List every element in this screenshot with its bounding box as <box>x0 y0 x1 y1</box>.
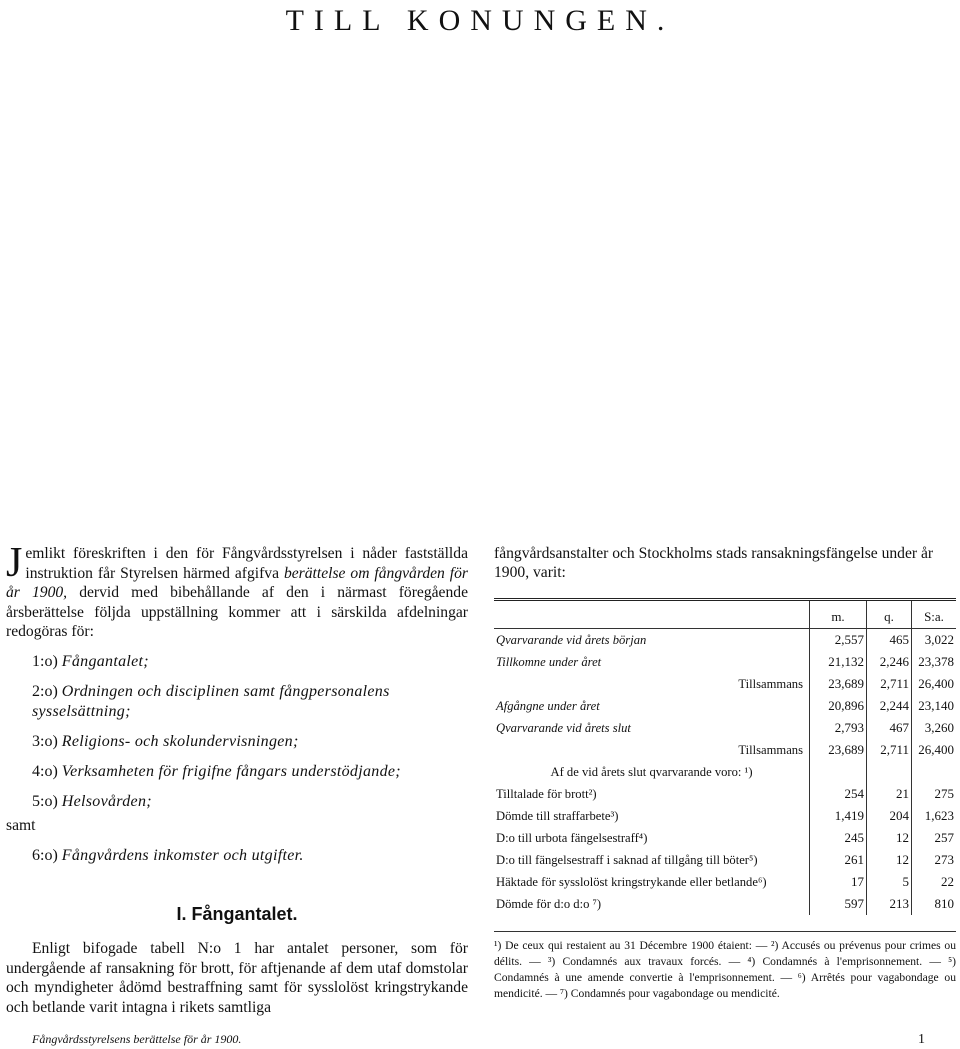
row-label: Häktade för sysslolöst kringstrykande eller betlande⁶) <box>496 875 767 889</box>
cell-m: 21,132 <box>810 651 867 673</box>
contents-list <box>6 652 468 866</box>
cell-q: 2,711 <box>867 673 912 695</box>
row-label: Af de vid årets slut qvarvarande voro: ¹) <box>550 765 753 779</box>
cell-m: 254 <box>810 783 867 805</box>
cell-q: 12 <box>867 827 912 849</box>
cell-q: 2,244 <box>867 695 912 717</box>
row-label: Dömde till straffarbete³) <box>496 809 619 823</box>
table-row <box>494 739 956 761</box>
table-row <box>494 761 956 783</box>
row-label: Tilltalade för brott²) <box>496 787 597 801</box>
cell-m: 23,689 <box>810 673 867 695</box>
header-blank <box>494 601 810 629</box>
row-label: Afgångne under året <box>496 699 600 713</box>
list-item <box>6 652 468 672</box>
cell-sa: 23,378 <box>912 651 957 673</box>
table-row <box>494 871 956 893</box>
cell-m: 597 <box>810 893 867 915</box>
cell-m: 20,896 <box>810 695 867 717</box>
row-label: Qvarvarande vid årets slut <box>496 721 631 735</box>
cell-sa: 26,400 <box>912 673 957 695</box>
cell-m: 245 <box>810 827 867 849</box>
cell-q: 2,246 <box>867 651 912 673</box>
right-column <box>494 544 956 1002</box>
table-row <box>494 673 956 695</box>
list-item <box>6 792 468 812</box>
list-item <box>6 732 468 752</box>
cell-m: 261 <box>810 849 867 871</box>
list-item-number: 3:o) <box>32 732 58 750</box>
header-q: q. <box>867 601 912 629</box>
intro-end: dervid med bibehållande af den i närmast föregående årsberättelse följda uppställning kommer att i särskilda afdelningar redogöras för: <box>6 584 468 641</box>
intro-text: emlikt föreskriften i den för Fångvårdsstyrelsen i nåder fastställda instruktion får Styrelsen härmed afgifva <box>25 545 468 582</box>
cell-q: 204 <box>867 805 912 827</box>
cell-q: 213 <box>867 893 912 915</box>
cell-sa: 275 <box>912 783 957 805</box>
cell-q: 465 <box>867 629 912 652</box>
intro-italic: berättelse om fångvården för år 1900, <box>6 564 469 602</box>
cell-sa: 273 <box>912 849 957 871</box>
list-item-number: 5:o) <box>32 792 58 810</box>
table-row <box>494 651 956 673</box>
cell-sa: 3,022 <box>912 629 957 652</box>
intro-paragraph <box>6 540 469 642</box>
body-paragraph: Enligt bifogade tabell N:o 1 har antalet personer, som för undergående af ransakning för brott, för aftjenande af dem utaf domstolar och myndigheter ådömd bestraffning samt för sysslolöst kringstrykande och betlande varit intagna i rikets samtliga <box>6 939 468 1016</box>
table-body <box>494 629 956 916</box>
row-label: Tillkomne under året <box>496 655 602 669</box>
cell-sa: 26,400 <box>912 739 957 761</box>
row-label: Qvarvarande vid årets början <box>496 633 647 647</box>
cell-sa: 3,260 <box>912 717 957 739</box>
cell-m: 17 <box>810 871 867 893</box>
list-item-text: Helsovården; <box>61 792 152 810</box>
row-label: D:o till urbota fängelsestraff⁴) <box>496 831 648 845</box>
table-row <box>494 629 956 652</box>
list-item <box>6 762 468 782</box>
list-item <box>6 846 468 866</box>
table-row <box>494 893 956 915</box>
cell-m: 2,793 <box>810 717 867 739</box>
cell-q: 5 <box>867 871 912 893</box>
list-item-text: Religions- och skolundervisningen; <box>61 732 299 750</box>
row-label: Tillsammans <box>738 677 803 691</box>
table-intro: fångvårdsanstalter och Stockholms stads ransakningsfängelse under år 1900, varit: <box>494 545 934 581</box>
header-m: m. <box>810 601 867 629</box>
cell-q: 12 <box>867 849 912 871</box>
cell-q: 467 <box>867 717 912 739</box>
footnote-text: ¹) De ceux qui restaient au 31 Décembre 1900 étaient: — ²) Accusés ou prévenus pour crimes ou délits. — ³) Condamnés aux travaux forcés. — ⁴) Condamnés à l'emprisonnement. — ⁵) Condamnés à une amende convertie à l'emprisonnement. — ⁶) Arrêtés pour vagabondage ou mendicité. — ⁷) Condamnés pour vagabondage ou mendicité. <box>494 939 956 1000</box>
cell-sa: 1,623 <box>912 805 957 827</box>
cell-q <box>867 761 912 783</box>
cell-q: 21 <box>867 783 912 805</box>
table-row <box>494 827 956 849</box>
row-label: Dömde för d:o d:o ⁷) <box>496 897 602 911</box>
statistics-table <box>494 601 956 915</box>
drop-cap: J <box>6 540 23 586</box>
cell-sa: 257 <box>912 827 957 849</box>
statistics-table-wrapper <box>494 598 956 915</box>
page-title: TILL KONUNGEN. <box>285 4 675 37</box>
section-heading: I. Fångantalet. <box>176 903 298 924</box>
list-item-text: Ordningen och disciplinen samt fångpersonalens sysselsättning; <box>32 682 390 720</box>
list-item-number: 1:o) <box>32 652 58 670</box>
cell-sa: 23,140 <box>912 695 957 717</box>
left-column <box>6 540 469 1017</box>
samt-word: samt <box>6 816 36 834</box>
page-number: 1 <box>918 1032 925 1047</box>
table-row <box>494 805 956 827</box>
cell-m: 23,689 <box>810 739 867 761</box>
header-sa: S:a. <box>912 601 957 629</box>
cell-m <box>810 761 867 783</box>
cell-sa: 22 <box>912 871 957 893</box>
row-label: D:o till fängelsestraff i saknad af tillgång till böter⁵) <box>496 853 758 867</box>
footer-source: Fångvårdsstyrelsens berättelse för år 1900. <box>32 1032 242 1046</box>
cell-m: 2,557 <box>810 629 867 652</box>
cell-q: 2,711 <box>867 739 912 761</box>
table-header-row <box>494 601 956 629</box>
table-row <box>494 717 956 739</box>
table-row <box>494 849 956 871</box>
row-label: Tillsammans <box>738 743 803 757</box>
cell-sa <box>912 761 957 783</box>
list-item-number: 2:o) <box>32 682 58 700</box>
list-item-text: Verksamheten för frigifne fångars understödjande; <box>61 762 401 780</box>
cell-sa: 810 <box>912 893 957 915</box>
list-item-text: Fångvårdens inkomster och utgifter. <box>61 846 304 864</box>
footnotes <box>494 931 956 1002</box>
list-item-number: 6:o) <box>32 846 58 864</box>
table-row <box>494 695 956 717</box>
list-item-number: 4:o) <box>32 762 58 780</box>
list-item-text: Fångantalet; <box>61 652 149 670</box>
cell-m: 1,419 <box>810 805 867 827</box>
table-row <box>494 783 956 805</box>
list-item <box>6 682 468 722</box>
